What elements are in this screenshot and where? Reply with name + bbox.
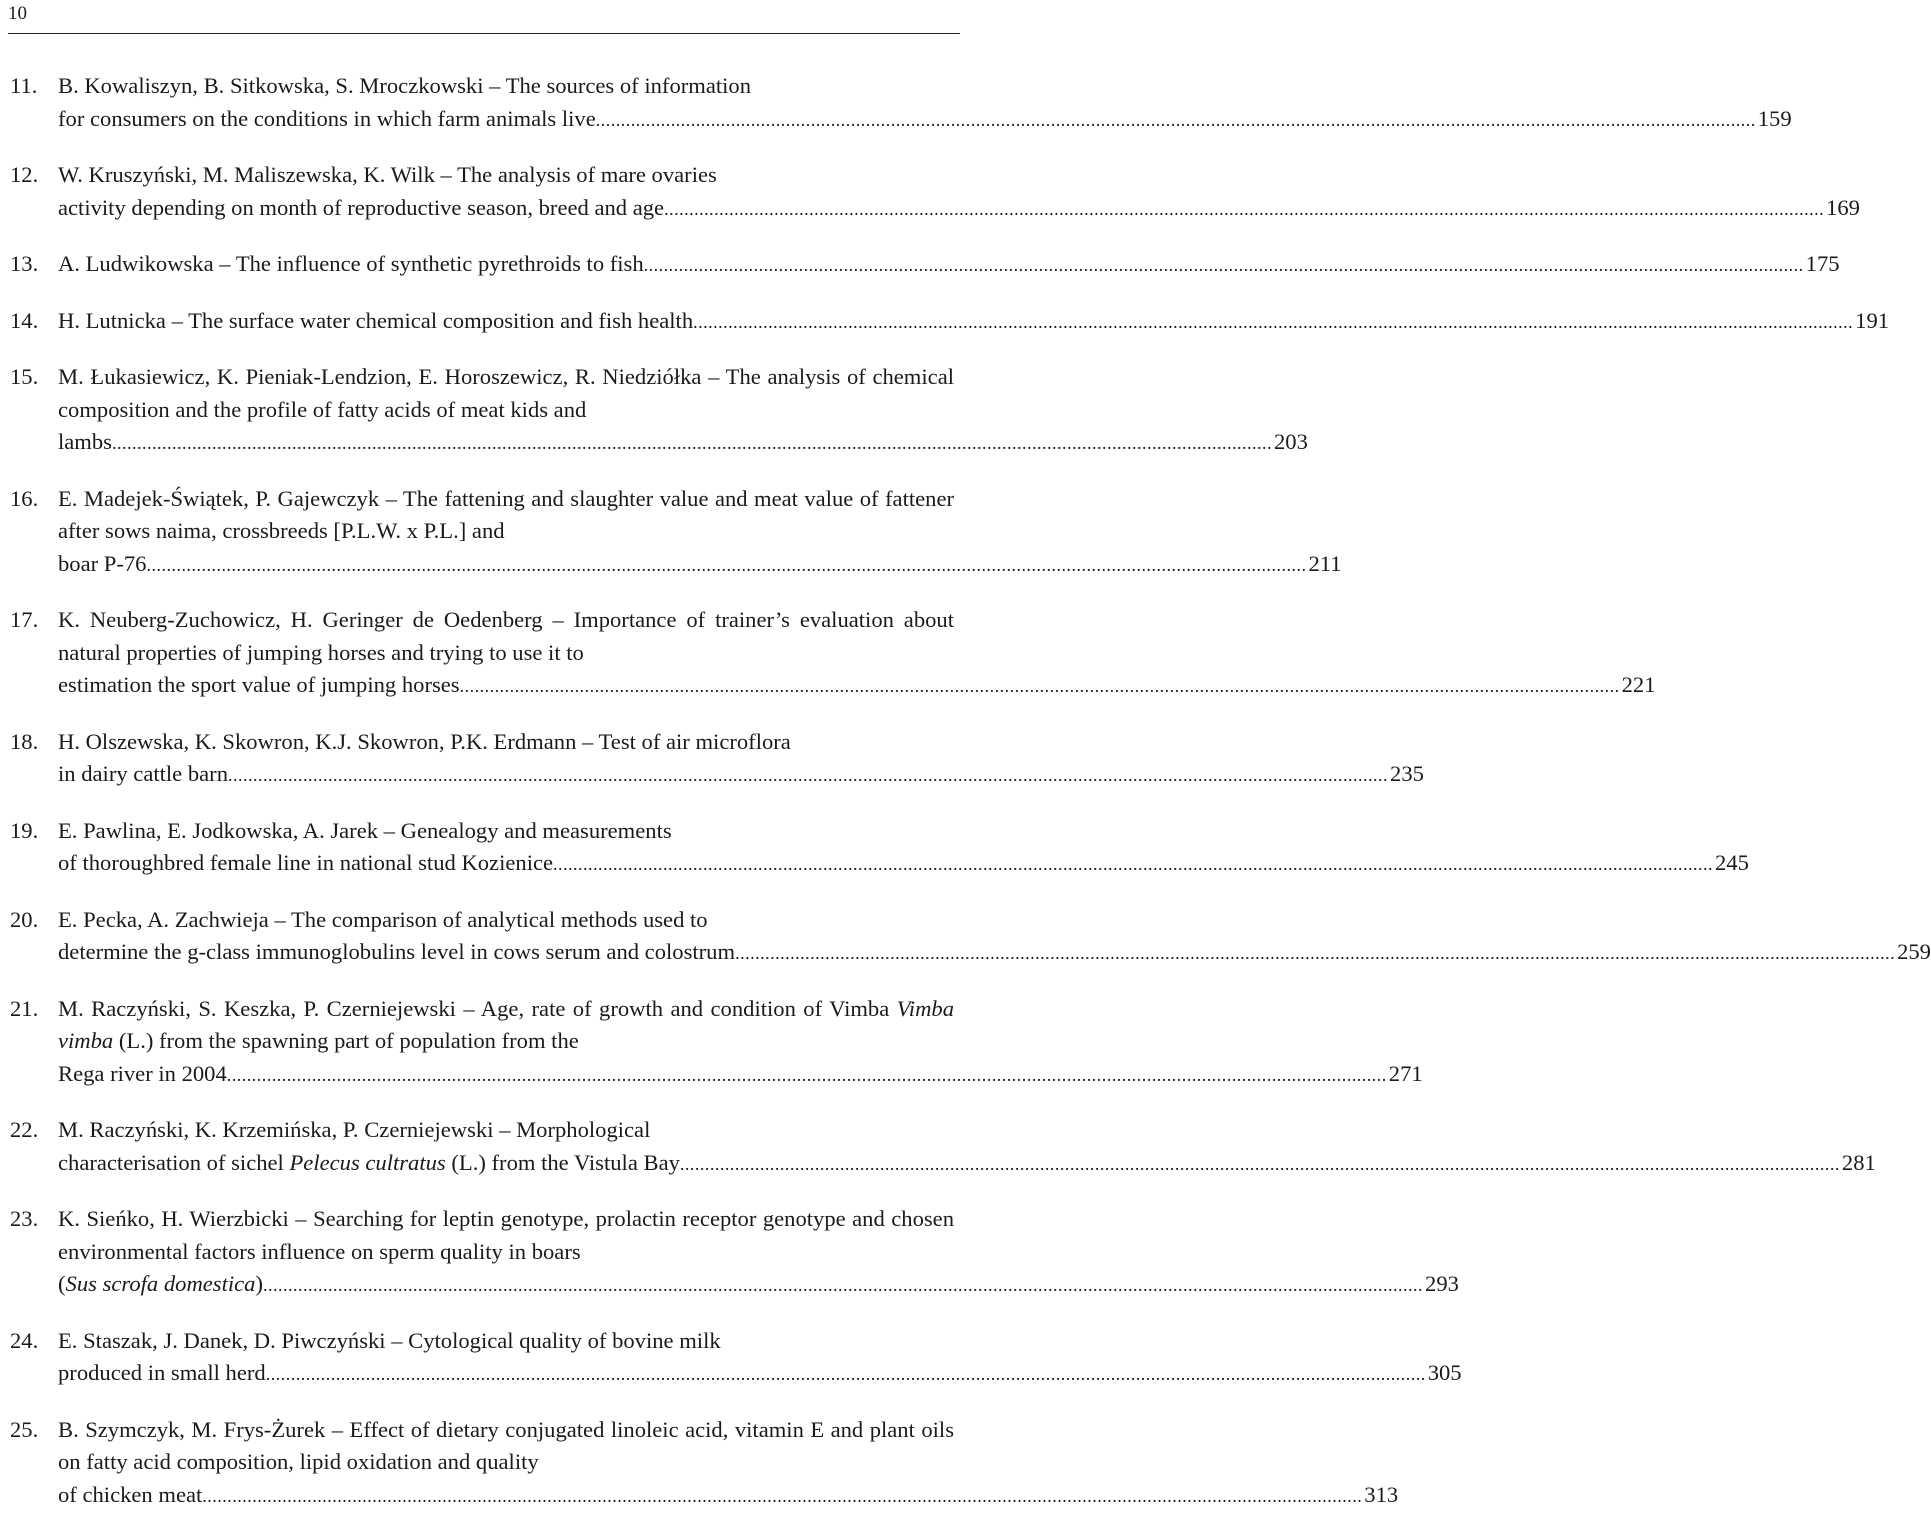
entry-title-end: boar P-76 xyxy=(58,550,147,576)
dot-leader xyxy=(227,1059,1387,1092)
entry-page: 305 xyxy=(1427,1360,1462,1385)
entry-number: 12. xyxy=(10,162,39,187)
entry-number: 25. xyxy=(10,1416,39,1442)
entry-title-end: for consumers on the conditions in which farm animals live xyxy=(58,105,596,131)
species-name: Vimba vimba xyxy=(58,995,954,1053)
dot-leader xyxy=(735,937,1895,970)
entry-page: 235 xyxy=(1390,761,1424,786)
entry-title-part: (L.) from the Vistula Bay xyxy=(445,1149,680,1175)
table-of-contents xyxy=(0,70,1931,1535)
toc-entry xyxy=(0,904,1931,970)
toc-entry xyxy=(0,248,1840,282)
entry-title-end: of thoroughbred female line in national stud Kozienice xyxy=(58,850,554,875)
entry-title-part: (L.) from the spawning part of population from the xyxy=(113,1028,579,1053)
entry-number: 21. xyxy=(10,995,39,1021)
entry-title-end: produced in small herd xyxy=(58,1360,266,1385)
toc-entry xyxy=(0,70,1792,136)
entry-title: B. Szymczyk, M. Frys-Żurek – Effect of dietary conjugated linoleic acid, vitamin E and plant oils on fatty acid composition, lipid oxidation and quality xyxy=(58,1416,954,1474)
toc-entry xyxy=(0,726,1424,792)
dot-leader xyxy=(460,670,1620,703)
entry-number: 18. xyxy=(10,728,39,754)
dot-leader xyxy=(266,1358,1426,1391)
entry-page: 211 xyxy=(1308,550,1342,576)
entry-page: 191 xyxy=(1855,307,1890,333)
entry-number: 22. xyxy=(10,1117,39,1142)
entry-title: K. Neuberg-Zuchowicz, H. Geringer de Oedenberg – Importance of trainer’s evaluation about natural properties of jumping horses and trying to use it to xyxy=(58,607,954,665)
dot-leader xyxy=(112,427,1272,460)
entry-title: E. Madejek-Świątek, P. Gajewczyk – The fattening and slaughter value and meat value of fattener after sows naima, crossbreeds [P.L.W. x P.L.] and xyxy=(58,485,954,543)
entry-page: 245 xyxy=(1715,850,1749,875)
entry-title: E. Pecka, A. Zachwieja – The comparison of analytical methods used to xyxy=(58,906,708,932)
entry-number: 24. xyxy=(10,1327,39,1353)
dot-leader xyxy=(644,249,1804,282)
toc-entry xyxy=(0,483,1342,582)
entry-page: 271 xyxy=(1388,1060,1423,1086)
entry-number: 11. xyxy=(10,73,38,98)
entry-number: 16. xyxy=(10,485,39,511)
dot-leader xyxy=(596,104,1756,137)
entry-number: 20. xyxy=(10,906,39,932)
dot-leader xyxy=(693,306,1853,339)
page-number: 10 xyxy=(8,3,27,24)
entry-number: 15. xyxy=(10,364,39,389)
entry-title-end: determine the g-class immunoglobulins level in cows serum and colostrum xyxy=(58,939,736,964)
entry-page: 169 xyxy=(1826,194,1860,220)
entry-page: 221 xyxy=(1621,672,1656,697)
entry-title-part: characterisation of sichel xyxy=(58,1149,290,1175)
dot-leader xyxy=(146,549,1306,582)
entry-page: 159 xyxy=(1757,105,1792,131)
entry-title-part: ) xyxy=(255,1271,264,1296)
entry-page: 281 xyxy=(1841,1149,1876,1175)
entry-page: 259 xyxy=(1897,939,1931,964)
entry-title-end: A. Ludwikowska – The influence of synthetic pyrethroids to fish xyxy=(58,251,644,276)
entry-page: 313 xyxy=(1364,1481,1399,1507)
toc-entry xyxy=(0,993,1423,1092)
toc-entry xyxy=(0,1325,1462,1391)
toc-entry xyxy=(0,1203,1459,1302)
species-name: Sus scrofa domestica xyxy=(65,1271,256,1296)
entry-title-end xyxy=(58,1268,263,1301)
toc-entry xyxy=(0,1414,1399,1513)
dot-leader xyxy=(263,1269,1423,1302)
entry-title-end xyxy=(58,1147,680,1180)
toc-entry xyxy=(0,305,1890,339)
entry-title-end: of chicken meat xyxy=(58,1481,203,1507)
dot-leader xyxy=(664,193,1824,226)
entry-title: M. Raczyński, K. Krzemińska, P. Czerniejewski – Morphological xyxy=(58,1117,651,1142)
entry-title: E. Pawlina, E. Jodkowska, A. Jarek – Genealogy and measurements xyxy=(58,817,672,843)
toc-entry xyxy=(0,159,1860,225)
entry-title xyxy=(58,993,954,1058)
dot-leader xyxy=(202,1480,1362,1513)
entry-title-end: Rega river in 2004 xyxy=(58,1060,227,1086)
entry-number: 14. xyxy=(10,307,39,333)
dot-leader xyxy=(553,848,1713,881)
header-rule xyxy=(8,33,960,34)
entry-number: 13. xyxy=(10,251,39,276)
toc-entry xyxy=(0,604,1656,703)
entry-title-end: in dairy cattle barn xyxy=(58,761,229,786)
entry-page: 203 xyxy=(1273,429,1308,454)
entry-title-end: activity depending on month of reproductive season, breed and age xyxy=(58,194,665,220)
entry-title: K. Sieńko, H. Wierzbicki – Searching for leptin genotype, prolactin receptor genotype and chosen environmental factors influence on sperm quality in boars xyxy=(58,1206,954,1264)
entry-title: H. Olszewska, K. Skowron, K.J. Skowron, P.K. Erdmann – Test of air microflora xyxy=(58,728,791,754)
entry-title: E. Staszak, J. Danek, D. Piwczyński – Cytological quality of bovine milk xyxy=(58,1327,721,1353)
dot-leader xyxy=(680,1148,1840,1181)
entry-title-part: M. Raczyński, S. Keszka, P. Czerniejewski – Age, rate of growth and condition of Vimba xyxy=(58,995,897,1021)
entry-title-end: estimation the sport value of jumping horses xyxy=(58,672,460,697)
toc-entry xyxy=(0,815,1749,881)
toc-entry xyxy=(0,361,1308,460)
entry-title: W. Kruszyński, M. Maliszewska, K. Wilk – The analysis of mare ovaries xyxy=(58,162,717,187)
entry-page: 175 xyxy=(1805,251,1840,276)
entry-title-part: ( xyxy=(58,1271,66,1296)
dot-leader xyxy=(228,759,1388,792)
entry-page: 293 xyxy=(1425,1271,1459,1296)
entry-number: 17. xyxy=(10,607,39,632)
entry-title: M. Łukasiewicz, K. Pieniak-Lendzion, E. Horoszewicz, R. Niedziółka – The analysis of chemical composition and the profile of fatty acids of meat kids and xyxy=(58,364,954,422)
entry-title-end: H. Lutnicka – The surface water chemical composition and fish health xyxy=(58,307,694,333)
entry-number: 19. xyxy=(10,817,39,843)
entry-title: B. Kowaliszyn, B. Sitkowska, S. Mroczkowski – The sources of information xyxy=(58,73,752,98)
entry-number: 23. xyxy=(10,1206,39,1231)
toc-entry xyxy=(0,1114,1876,1180)
species-name: Pelecus cultratus xyxy=(289,1149,446,1175)
entry-title-end: lambs xyxy=(58,429,112,454)
